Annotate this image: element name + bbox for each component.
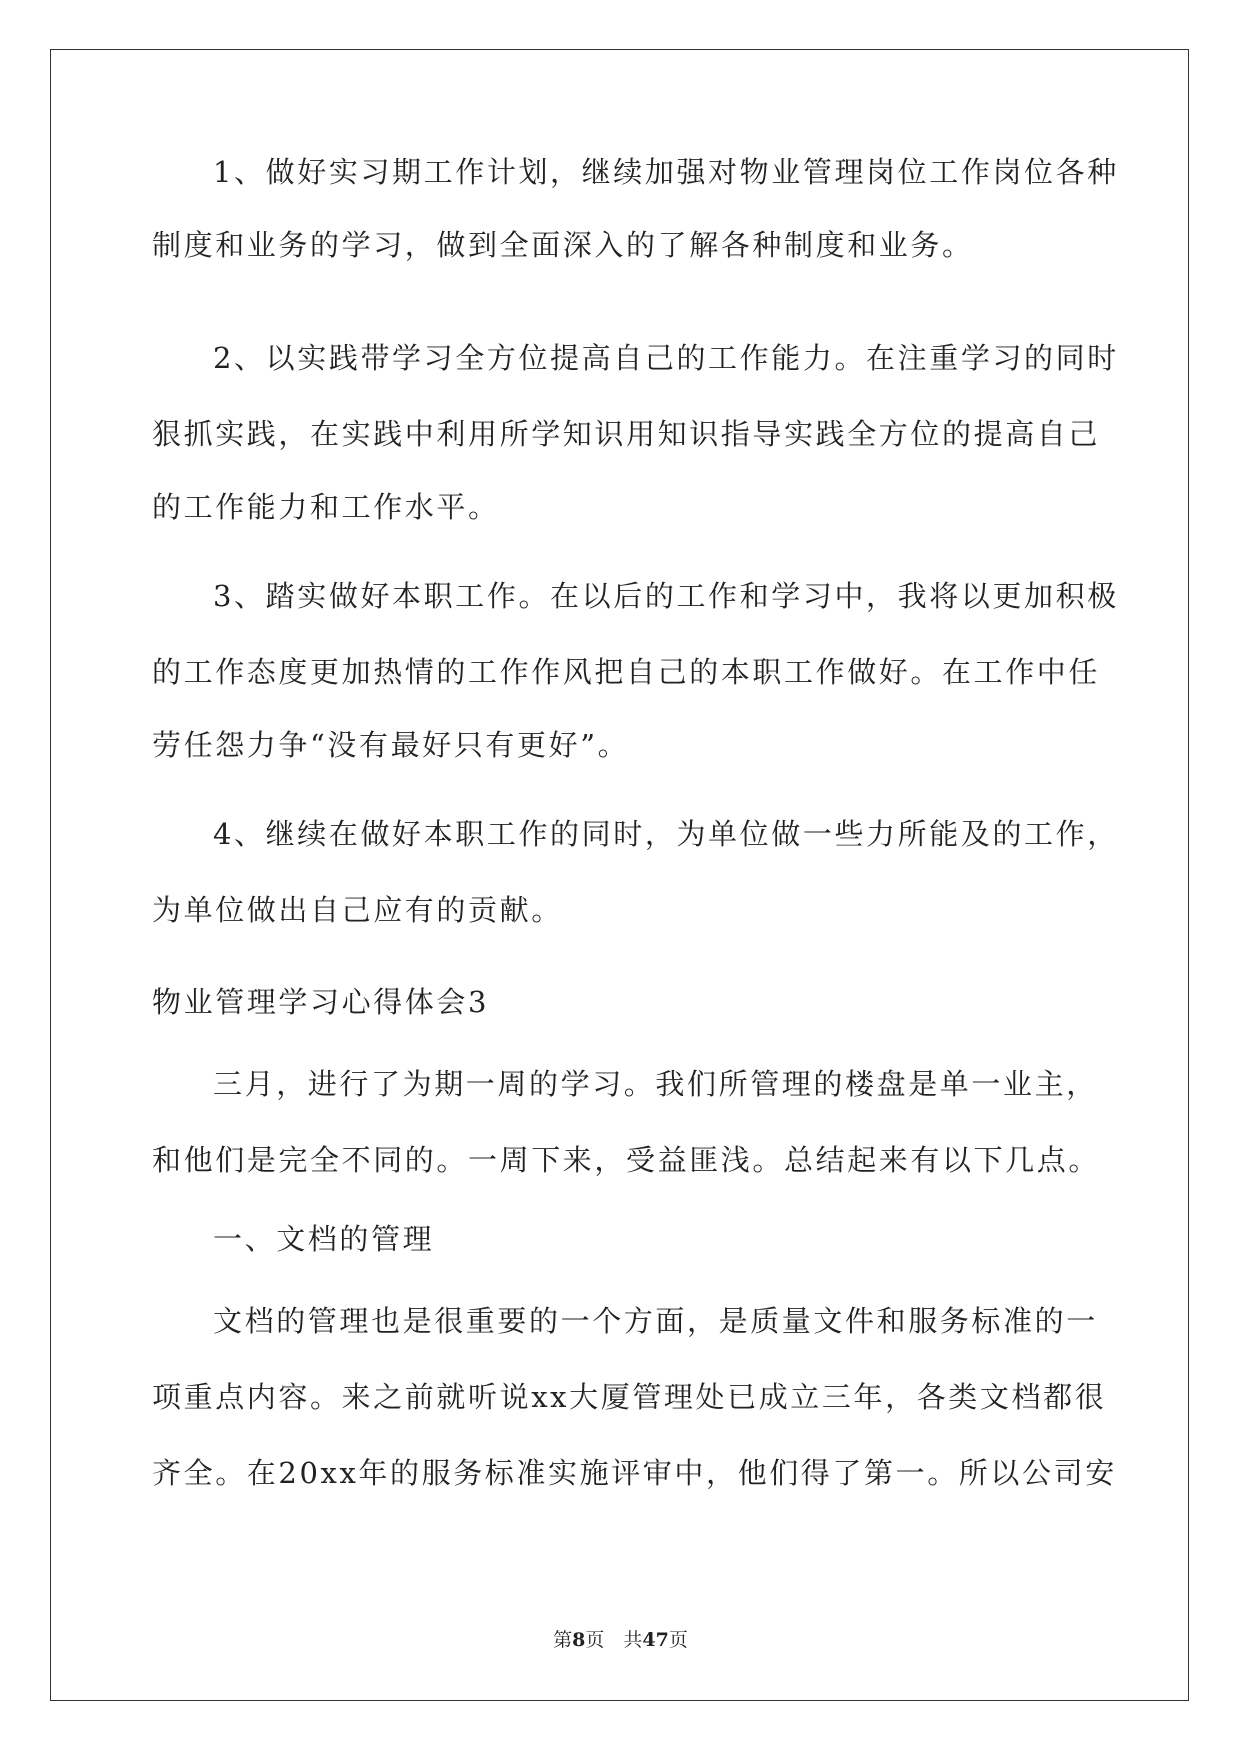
paragraph-6-line-3: 齐全。在20xx年的服务标准实施评审中，他们得了第一。所以公司安 [152,1456,1117,1490]
paragraph-6-line-1: 文档的管理也是很重要的一个方面，是质量文件和服务标准的一 [213,1304,1098,1338]
paragraph-3-line-1: 3、踏实做好本职工作。在以后的工作和学习中，我将以更加积极 [213,579,1119,613]
footer-page-suffix: 页 [668,1629,688,1651]
paragraph-3-line-2: 的工作态度更加热情的工作作风把自己的本职工作做好。在工作中任 [152,655,1101,689]
page-footer [0,1628,1241,1652]
paragraph-3-line-3: 劳任怨力争“没有最好只有更好”。 [152,728,630,762]
footer-page-total: 47 [642,1629,669,1651]
subheading-document-management: 一、文档的管理 [213,1222,435,1256]
paragraph-1-line-2: 制度和业务的学习，做到全面深入的了解各种制度和业务。 [152,228,974,262]
footer-page-prefix: 第 [553,1629,573,1651]
paragraph-5-line-1: 三月，进行了为期一周的学习。我们所管理的楼盘是单一业主， [213,1067,1098,1101]
footer-page-current: 8 [572,1629,586,1651]
paragraph-4-line-1: 4、继续在做好本职工作的同时，为单位做一些力所能及的工作， [213,817,1119,851]
paragraph-4-line-2: 为单位做出自己应有的贡献。 [152,893,563,927]
page-border [50,49,1189,1701]
footer-page-mid: 页 共 [585,1629,643,1651]
paragraph-2-line-1: 2、以实践带学习全方位提高自己的工作能力。在注重学习的同时 [213,341,1119,375]
paragraph-2-line-3: 的工作能力和工作水平。 [152,490,500,524]
paragraph-5-line-2: 和他们是完全不同的。一周下来，受益匪浅。总结起来有以下几点。 [152,1143,1101,1177]
section-heading: 物业管理学习心得体会3 [152,985,490,1019]
paragraph-6-line-2: 项重点内容。来之前就听说xx大厦管理处已成立三年，各类文档都很 [152,1380,1107,1414]
paragraph-1-line-1: 1、做好实习期工作计划，继续加强对物业管理岗位工作岗位各种 [213,155,1119,189]
paragraph-2-line-2: 狠抓实践，在实践中利用所学知识用知识指导实践全方位的提高自己 [152,417,1101,451]
